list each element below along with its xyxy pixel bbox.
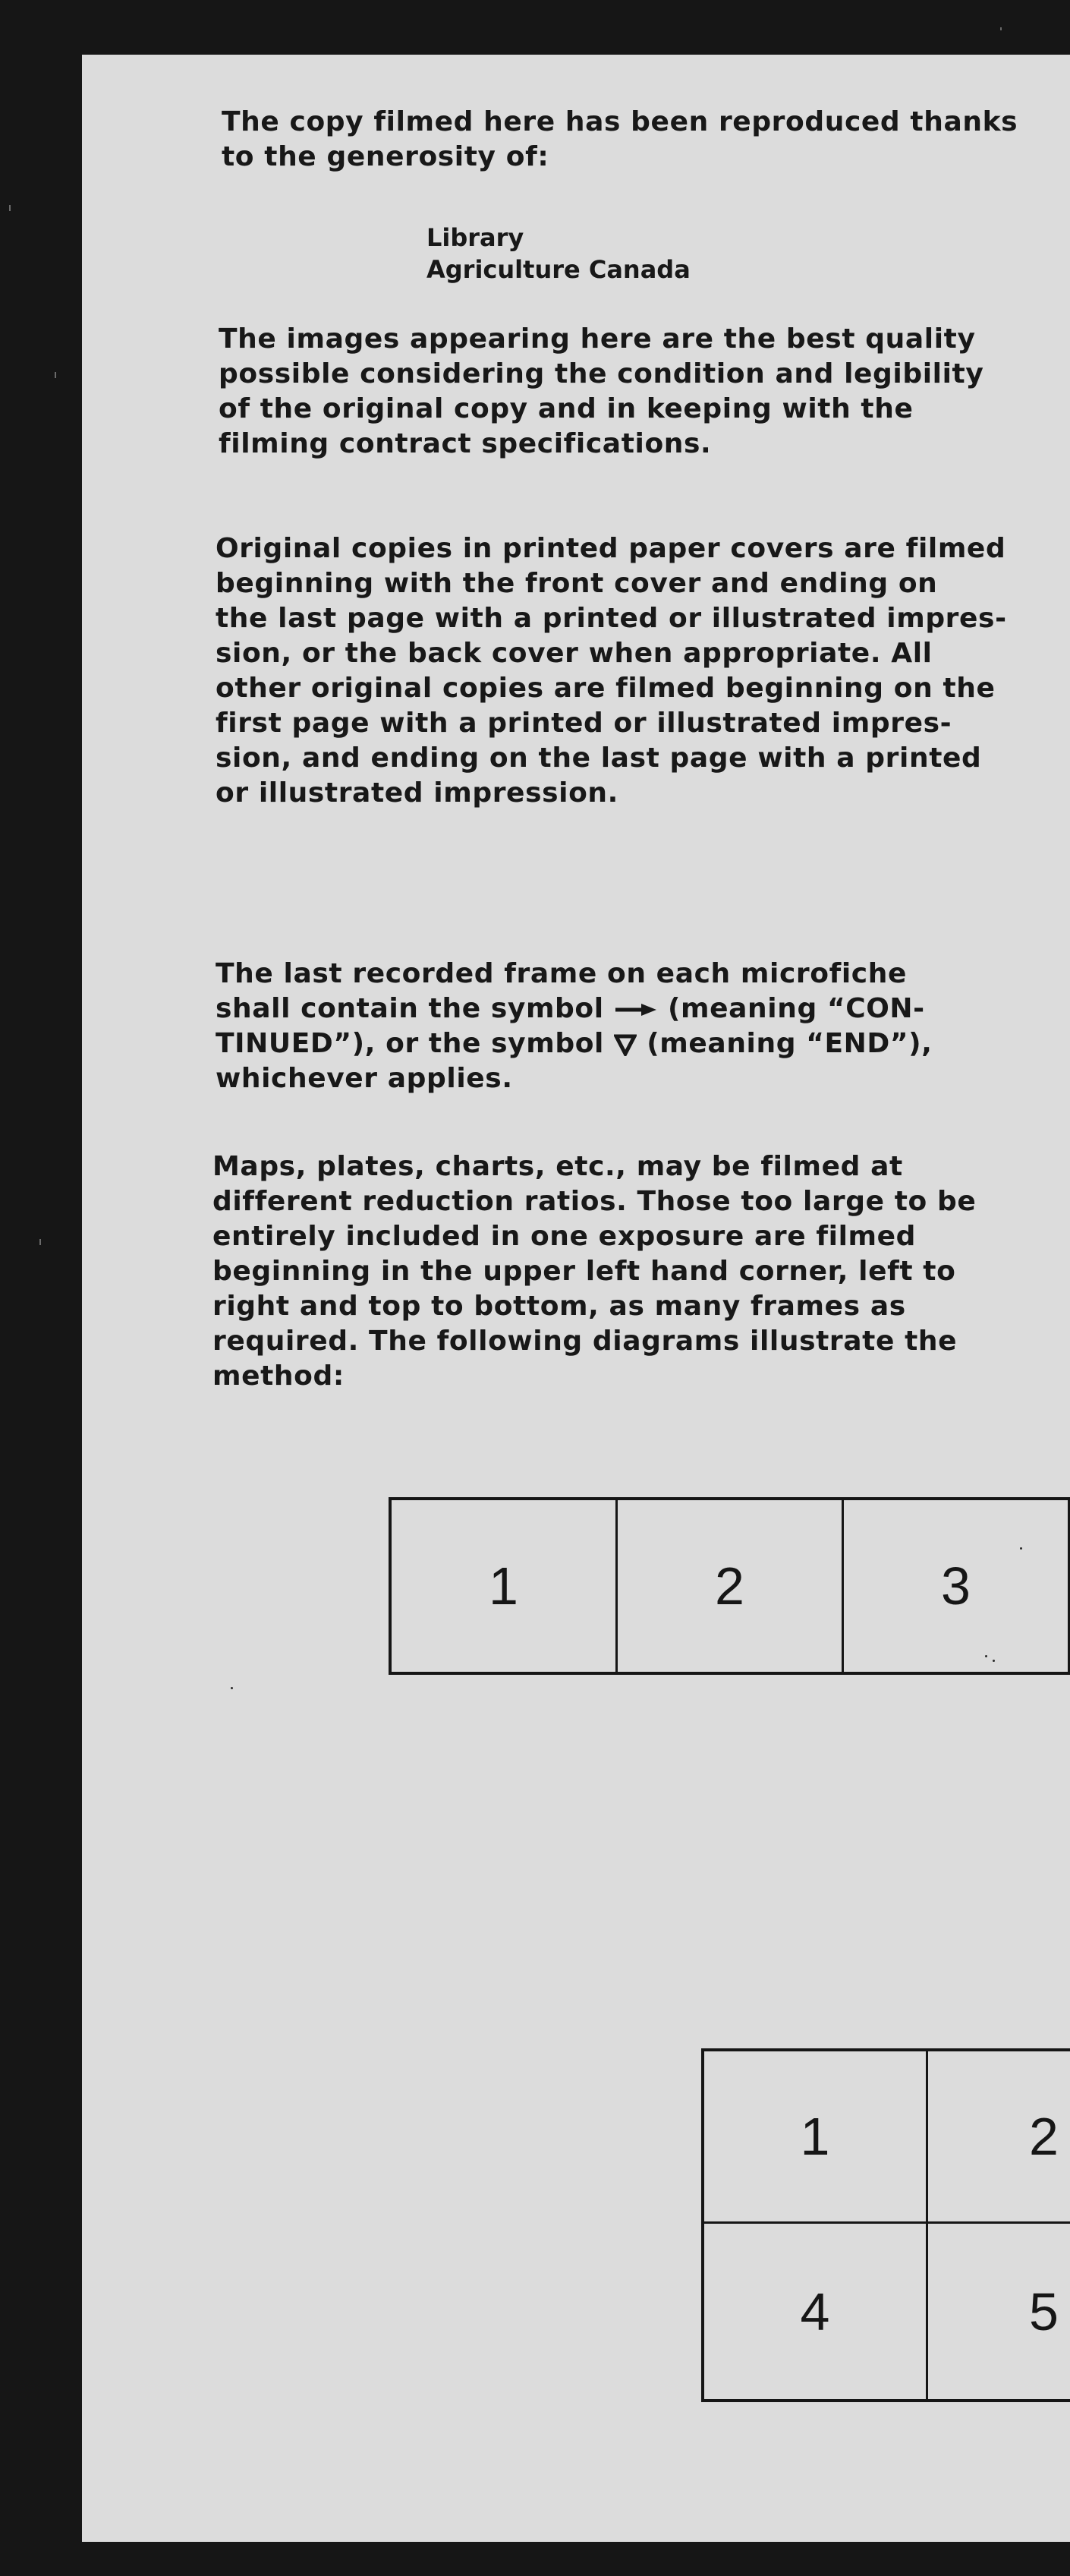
credit-line: to the generosity of: bbox=[222, 141, 549, 172]
maps-line: Maps, plates, charts, etc., may be filmed at bbox=[212, 1151, 903, 1182]
quality-line: filming contract specifications. bbox=[219, 428, 712, 459]
frame-diagram-grid bbox=[701, 2048, 1070, 2402]
film-mark bbox=[1000, 27, 1002, 30]
frame-diagram-row bbox=[389, 1497, 1070, 1675]
diagram-cell: 4 bbox=[704, 2224, 928, 2399]
frame-line: whichever applies. bbox=[216, 1063, 513, 1094]
triangle-down-icon bbox=[614, 1033, 637, 1056]
diagram-cell: 2 bbox=[618, 1500, 844, 1672]
frame-text: (meaning “END”), bbox=[637, 1028, 933, 1059]
dust-speck bbox=[993, 1660, 995, 1662]
frame-paragraph bbox=[216, 957, 932, 1096]
dust-speck bbox=[985, 1655, 987, 1657]
maps-line: beginning in the upper left hand corner, left to bbox=[212, 1256, 956, 1287]
maps-line: different reduction ratios. Those too large to be bbox=[212, 1186, 977, 1217]
film-mark bbox=[55, 372, 56, 378]
quality-line: The images appearing here are the best quality bbox=[219, 323, 976, 355]
microfiche-page bbox=[82, 55, 1070, 2542]
library-line: Library bbox=[426, 223, 524, 252]
diagram-cell: 1 bbox=[704, 2051, 928, 2224]
film-mark bbox=[9, 205, 11, 211]
covers-line: sion, or the back cover when appropriate. All bbox=[216, 638, 933, 669]
credit-paragraph bbox=[222, 105, 1018, 175]
diagram-cell: 3 bbox=[844, 1500, 1070, 1672]
maps-line: required. The following diagrams illustrate the bbox=[212, 1326, 958, 1357]
frame-line bbox=[216, 992, 932, 1026]
maps-paragraph bbox=[212, 1149, 976, 1394]
covers-line: the last page with a printed or illustrated impres- bbox=[216, 603, 1007, 634]
quality-line: possible considering the condition and legibility bbox=[219, 358, 984, 389]
credit-line: The copy filmed here has been reproduced thanks bbox=[222, 106, 1018, 137]
dust-speck bbox=[231, 1687, 233, 1689]
maps-line: method: bbox=[212, 1361, 345, 1392]
frame-text: shall contain the symbol bbox=[216, 993, 614, 1024]
covers-paragraph bbox=[216, 531, 1007, 811]
frame-text: TINUED”), or the symbol bbox=[216, 1028, 615, 1059]
diagram-cell: 2 bbox=[928, 2051, 1070, 2224]
maps-line: right and top to bottom, as many frames as bbox=[212, 1291, 906, 1322]
frame-line: The last recorded frame on each microfiche bbox=[216, 958, 907, 989]
library-name bbox=[426, 222, 691, 285]
covers-line: beginning with the front cover and ending on bbox=[216, 568, 938, 599]
quality-line: of the original copy and in keeping with the bbox=[219, 393, 914, 424]
quality-paragraph bbox=[219, 322, 983, 462]
maps-line: entirely included in one exposure are filmed bbox=[212, 1221, 917, 1252]
library-line: Agriculture Canada bbox=[426, 255, 691, 284]
frame-line bbox=[216, 1026, 932, 1061]
covers-line: other original copies are filmed beginning on the bbox=[216, 673, 996, 704]
film-mark bbox=[39, 1239, 41, 1245]
arrow-right-icon bbox=[614, 1002, 658, 1017]
covers-line: Original copies in printed paper covers are filmed bbox=[216, 533, 1006, 564]
frame-text: (meaning “CON- bbox=[657, 993, 925, 1024]
covers-line: first page with a printed or illustrated impres- bbox=[216, 708, 952, 739]
diagram-cell: 5 bbox=[1029, 2281, 1059, 2341]
covers-line: or illustrated impression. bbox=[216, 777, 618, 809]
dust-speck bbox=[1020, 1547, 1022, 1550]
diagram-cell: 1 bbox=[392, 1500, 618, 1672]
covers-line: sion, and ending on the last page with a printed bbox=[216, 743, 982, 774]
